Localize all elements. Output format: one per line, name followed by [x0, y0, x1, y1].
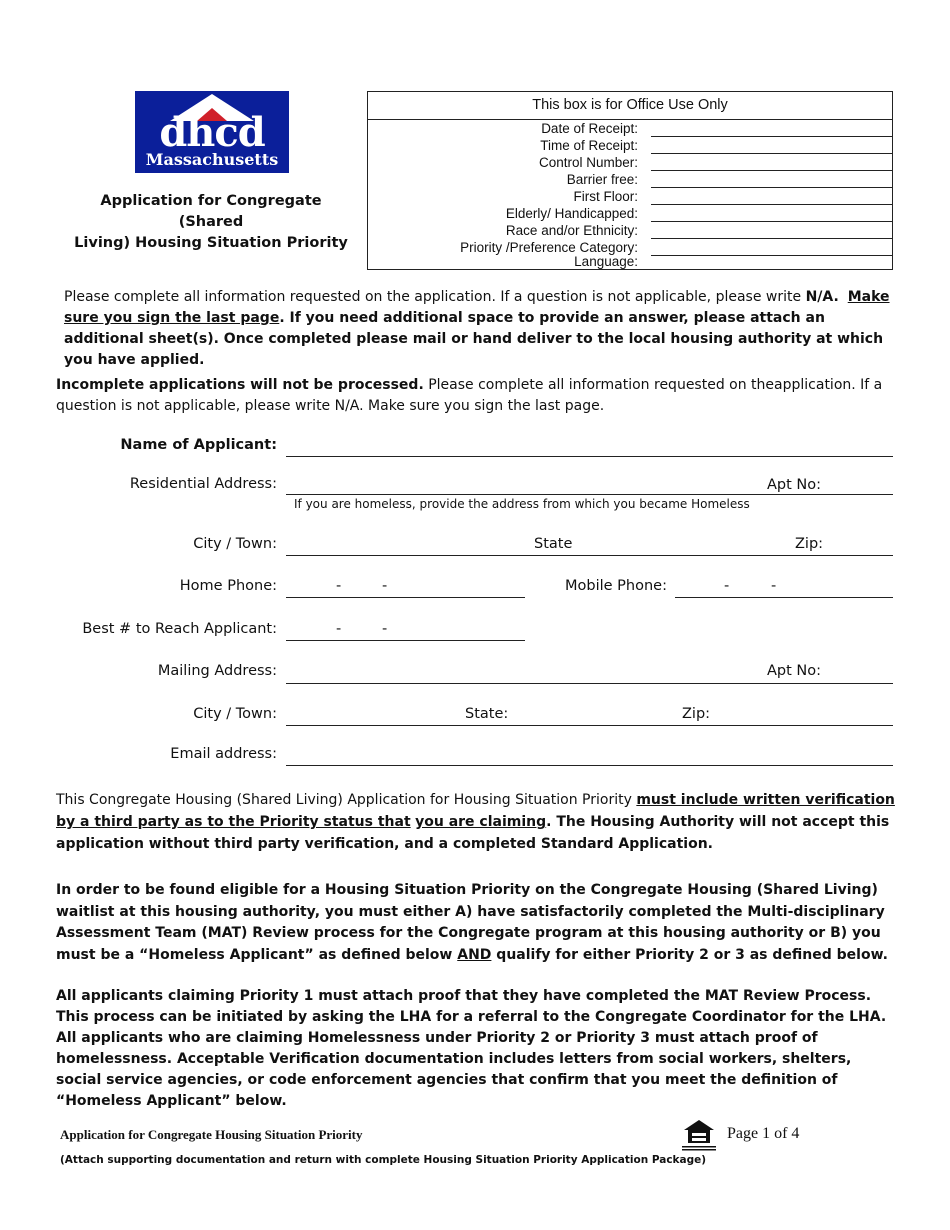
office-use-box: [367, 91, 893, 270]
homeless-address-hint: If you are homeless, provide the address from which you became Homeless: [294, 497, 750, 511]
office-field-row: Race and/or Ethnicity:: [368, 222, 892, 239]
phone-dash: -: [336, 578, 342, 594]
office-field-row: Elderly/ Handicapped:: [368, 205, 892, 222]
mailing-city-label: City / Town:: [193, 706, 277, 722]
email-input-line[interactable]: [286, 765, 893, 766]
office-field-row: Language:: [574, 254, 638, 269]
residential-address-label: Residential Address:: [129, 476, 277, 492]
dhcd-logo: [135, 91, 289, 173]
mailing-zip-label: Zip:: [682, 706, 711, 722]
phone-dash: -: [382, 621, 388, 637]
best-number-line[interactable]: [286, 640, 525, 641]
mobile-phone-label: Mobile Phone:: [565, 578, 667, 594]
mobile-phone-line[interactable]: [675, 597, 893, 598]
incomplete-warning-paragraph: Incomplete applications will not be processed. Please complete all information requested on theapplication. If a question is not applicable, please write N/A. Make sure you sign the last page.: [56, 377, 883, 414]
form-title: Application for Congregate (Shared Living) Housing Situation Priority: [74, 193, 348, 251]
logo-wordmark: dhcd: [159, 109, 265, 156]
page-number: Page 1 of 4: [727, 1125, 800, 1142]
home-phone-line[interactable]: [286, 597, 525, 598]
city-state-zip-line[interactable]: [286, 555, 893, 556]
phone-dash: -: [336, 621, 342, 637]
home-phone-label: Home Phone:: [179, 578, 277, 594]
office-field-row: Priority /Preference Category:: [368, 239, 892, 256]
office-field-row: Time of Receipt:: [368, 137, 892, 154]
footer-title: Application for Congregate Housing Situation Priority: [60, 1127, 363, 1142]
eligibility-paragraph: In order to be found eligible for a Housing Situation Priority on the Congregate Housing (Shared Living) waitlist at this housing authority, you must either A) have satisfactorily completed the Multi-disciplinary Assessment Team (MAT) Review process for the Congregate program at this housing authority or B) you must be a “Homeless Applicant” as defined below AND qualify for either Priority 2 or 3 as defined below.: [56, 882, 888, 963]
city-label: City / Town:: [193, 536, 277, 552]
name-input-line[interactable]: [286, 456, 893, 457]
phone-dash: -: [771, 578, 777, 594]
office-field-row: Date of Receipt:: [368, 120, 892, 137]
email-label: Email address:: [170, 746, 277, 762]
mailing-address-label: Mailing Address:: [157, 663, 277, 679]
footer-note: (Attach supporting documentation and return with complete Housing Situation Priority Application Package): [60, 1154, 707, 1166]
zip-label: Zip:: [795, 536, 824, 552]
office-box-title: This box is for Office Use Only: [368, 92, 892, 120]
mailing-state-label: State:: [465, 706, 509, 722]
phone-dash: -: [382, 578, 388, 594]
mailing-apt-label: Apt No:: [767, 663, 822, 679]
best-number-label: Best # to Reach Applicant:: [82, 621, 277, 637]
residential-address-line[interactable]: [286, 494, 893, 495]
verification-paragraph: This Congregate Housing (Shared Living) Application for Housing Situation Priority must include written verification by a third party as to the Priority status that you are claiming. The Housing Authority will not accept this application without third party verification, and a completed Standard Application.: [56, 792, 895, 852]
name-label: Name of Applicant:: [120, 437, 277, 453]
office-field-row: First Floor:: [368, 188, 892, 205]
residential-apt-label: Apt No:: [767, 477, 822, 493]
equal-housing-opportunity-icon: [681, 1118, 717, 1152]
phone-dash: -: [724, 578, 730, 594]
office-field-row: Control Number:: [368, 154, 892, 171]
state-label: State: [534, 536, 573, 552]
instructions-paragraph: Please complete all information requested on the application. If a question is not applicable, please write N/A. Make sure you sign the last page. If you need additional space to provide an answer, please attach an additional sheet(s). Once completed please mail or hand deliver to the local housing authority at which you have applied.: [64, 289, 890, 368]
proof-requirements-paragraph: All applicants claiming Priority 1 must attach proof that they have completed the MAT Review Process. This process can be initiated by asking the LHA for a referral to the Congregate Coordinator for the LHA. All applicants who are claiming Homelessness under Priority 2 or Priority 3 must attach proof of homelessness. Acceptable Verification documentation includes letters from social workers, shelters, social service agencies, or code enforcement agencies that confirm that you meet the definition of “Homeless Applicant” below.: [56, 988, 887, 1109]
mailing-city-state-zip-line[interactable]: [286, 725, 893, 726]
mailing-address-line[interactable]: [286, 683, 893, 684]
logo-state: Massachusetts: [145, 150, 279, 169]
office-field-row: Barrier free:: [368, 171, 892, 188]
